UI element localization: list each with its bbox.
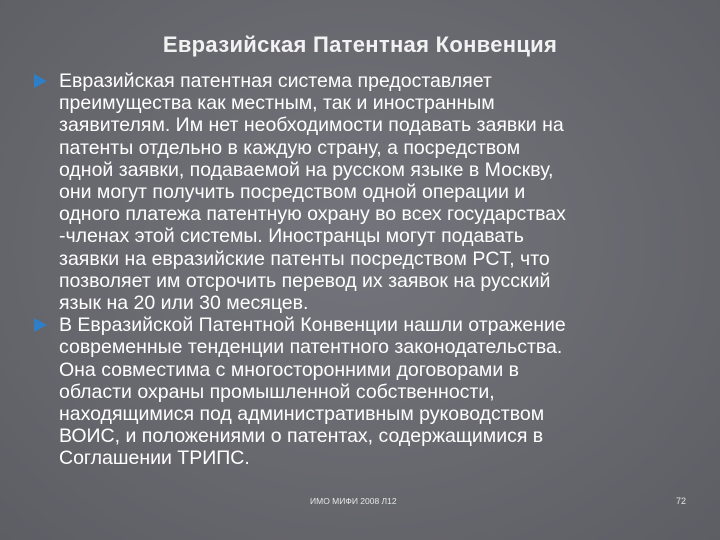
bullet-1-line: они могут получить посредством одной операции и <box>59 181 526 204</box>
bullet-2-line: Она совместима с многосторонними договорами в <box>59 358 520 381</box>
slide-body <box>34 70 694 470</box>
bullet-2-line: современные тенденции патентного законодательства. <box>59 336 563 359</box>
slide-footer: ИМО МИФИ 2008 Л12 <box>310 496 397 506</box>
bullet-1-line: Евразийская патентная система предоставляет <box>59 70 492 92</box>
slide-title: Евразийская Патентная Конвенция <box>162 32 558 57</box>
bullet-2-line: области охраны промышленной собственности, <box>59 380 495 403</box>
bullet-1-line: язык на 20 или 30 месяцев. <box>59 292 309 315</box>
bullet-1-line: преимущества как местным, так и иностранным <box>59 92 495 115</box>
bullet-1-line: одной заявки, подаваемой на русском языке в Москву, <box>59 158 554 181</box>
bullet-2-line: Соглашении ТРИПС. <box>59 447 250 470</box>
triangle-bullet-icon <box>34 318 47 332</box>
bullet-2-line: В Евразийской Патентной Конвенции нашли отражение <box>59 314 566 337</box>
bullet-1-line: одного платежа патентную охрану во всех государствах <box>59 203 566 226</box>
slide-number: 72 <box>676 496 687 506</box>
bullet-2-line: находящимися под административным руководством <box>59 403 545 426</box>
bullet-1-line: заявителям. Им нет необходимости подавать заявки на <box>59 114 564 137</box>
triangle-bullet-icon <box>34 74 47 88</box>
bullet-1-line: патенты отдельно в каждую страну, а посредством <box>59 136 521 159</box>
bullet-1-line: позволяет им отсрочить перевод их заявок на русский <box>59 269 551 292</box>
bullet-2-line: ВОИС, и положениями о патентах, содержащимися в <box>59 425 544 448</box>
bullet-item-2 <box>34 314 694 469</box>
bullet-item-1 <box>34 70 694 314</box>
bullet-1-line: заявки на евразийские патенты посредством PCT, что <box>59 247 550 270</box>
bullet-1-line: -членах этой системы. Иностранцы могут подавать <box>59 225 524 248</box>
